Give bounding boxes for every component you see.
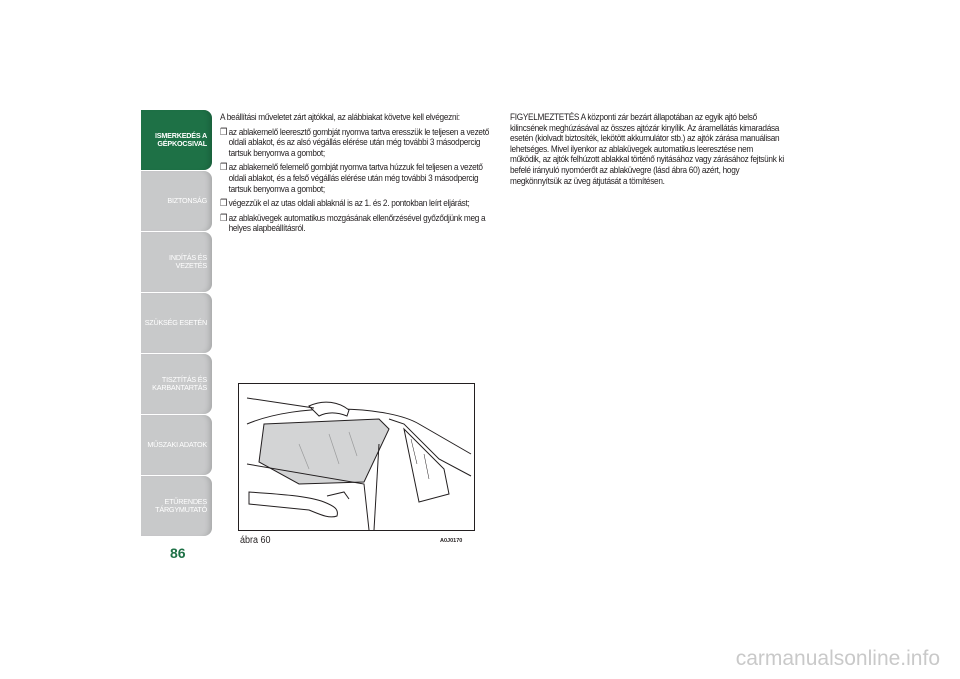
car-door-window-drawing	[239, 384, 474, 530]
checkbox-bullet-icon: ❒	[220, 198, 228, 210]
checkbox-bullet-icon: ❒	[220, 126, 228, 138]
tab-szukseg[interactable]: SZÜKSÉG ESETÉN	[141, 293, 212, 353]
list-item-text: végezzük el az utas oldali ablaknál is az 1. és 2. pontokban leírt eljárást;	[228, 198, 470, 210]
list-item	[220, 128, 500, 160]
left-column	[220, 113, 500, 239]
list-item-text: az ablakemelő felemelő gombját nyomva tartva húzzuk fel teljesen a vezető oldali ablakot, és a felső végállás elérése után még további 3 másodpercig tartsuk benyomva a gombot;	[228, 162, 483, 195]
intro-paragraph: A beállítási műveletet zárt ajtókkal, az alábbiakat követve kell elvégezni:	[220, 112, 460, 123]
watermark: carmanualsonline.info	[735, 647, 940, 670]
list-item	[220, 199, 500, 210]
figure-car-window-illustration	[238, 383, 475, 531]
chapter-tabs	[141, 110, 212, 537]
tab-targymutato[interactable]: ETŰRENDES TÁRGYMUTATÓ	[141, 476, 212, 536]
checkbox-bullet-icon: ❒	[220, 212, 228, 224]
figure-code: A0J0170	[440, 538, 463, 544]
checkbox-bullet-icon: ❒	[220, 162, 228, 174]
list-item-text: az ablakemelő leeresztő gombját nyomva tartva eresszük le teljesen a vezető oldali ablakot, és az alsó végállás elérése után még további 3 másodpercig tartsuk benyomva a gombot;	[228, 126, 489, 159]
list-item	[220, 214, 500, 235]
list-item	[220, 163, 500, 195]
right-column	[510, 113, 785, 191]
tab-ismerkedes[interactable]: ISMERKEDÉS A GÉPKOCSIVAL	[141, 110, 212, 170]
figure-caption: ábra 60	[240, 535, 271, 546]
warning-paragraph: FIGYELMEZTETÉS A központi zár bezárt állapotában az egyik ajtó belső kilincsének meghúzásával az összes ajtózár kinyílik. Az áramellátás kimaradása esetén (kiolvadt biztosíték, lekötött akkumulátor stb.) az ajtók zárása manuálisan lehetséges. Mivel ilyenkor az ablaküvegek automatikus leeresztése nem működik, az ajtók felhúzott ablakkal történő nyitásához vagy zárásához fejtsünk ki befelé irányuló nyomóerőt az ablaküvegre (lásd ábra 60) azért, hogy megkönnyítsük az üveg átjutását a tömítésen.	[510, 112, 784, 187]
list-item-text: az ablaküvegek automatikus mozgásának ellenőrzésével győződjünk meg a helyes alapbeállításról.	[228, 212, 486, 235]
tab-tisztitas[interactable]: TISZTÍTÁS ÉS KARBANTARTÁS	[141, 354, 212, 414]
tab-inditas[interactable]: INDÍTÁS ÉS VEZETÉS	[141, 232, 212, 292]
tab-biztonsag[interactable]: BIZTONSÁG	[141, 171, 212, 231]
page-number: 86	[170, 545, 186, 561]
tab-muszaki[interactable]: MŰSZAKI ADATOK	[141, 415, 212, 475]
